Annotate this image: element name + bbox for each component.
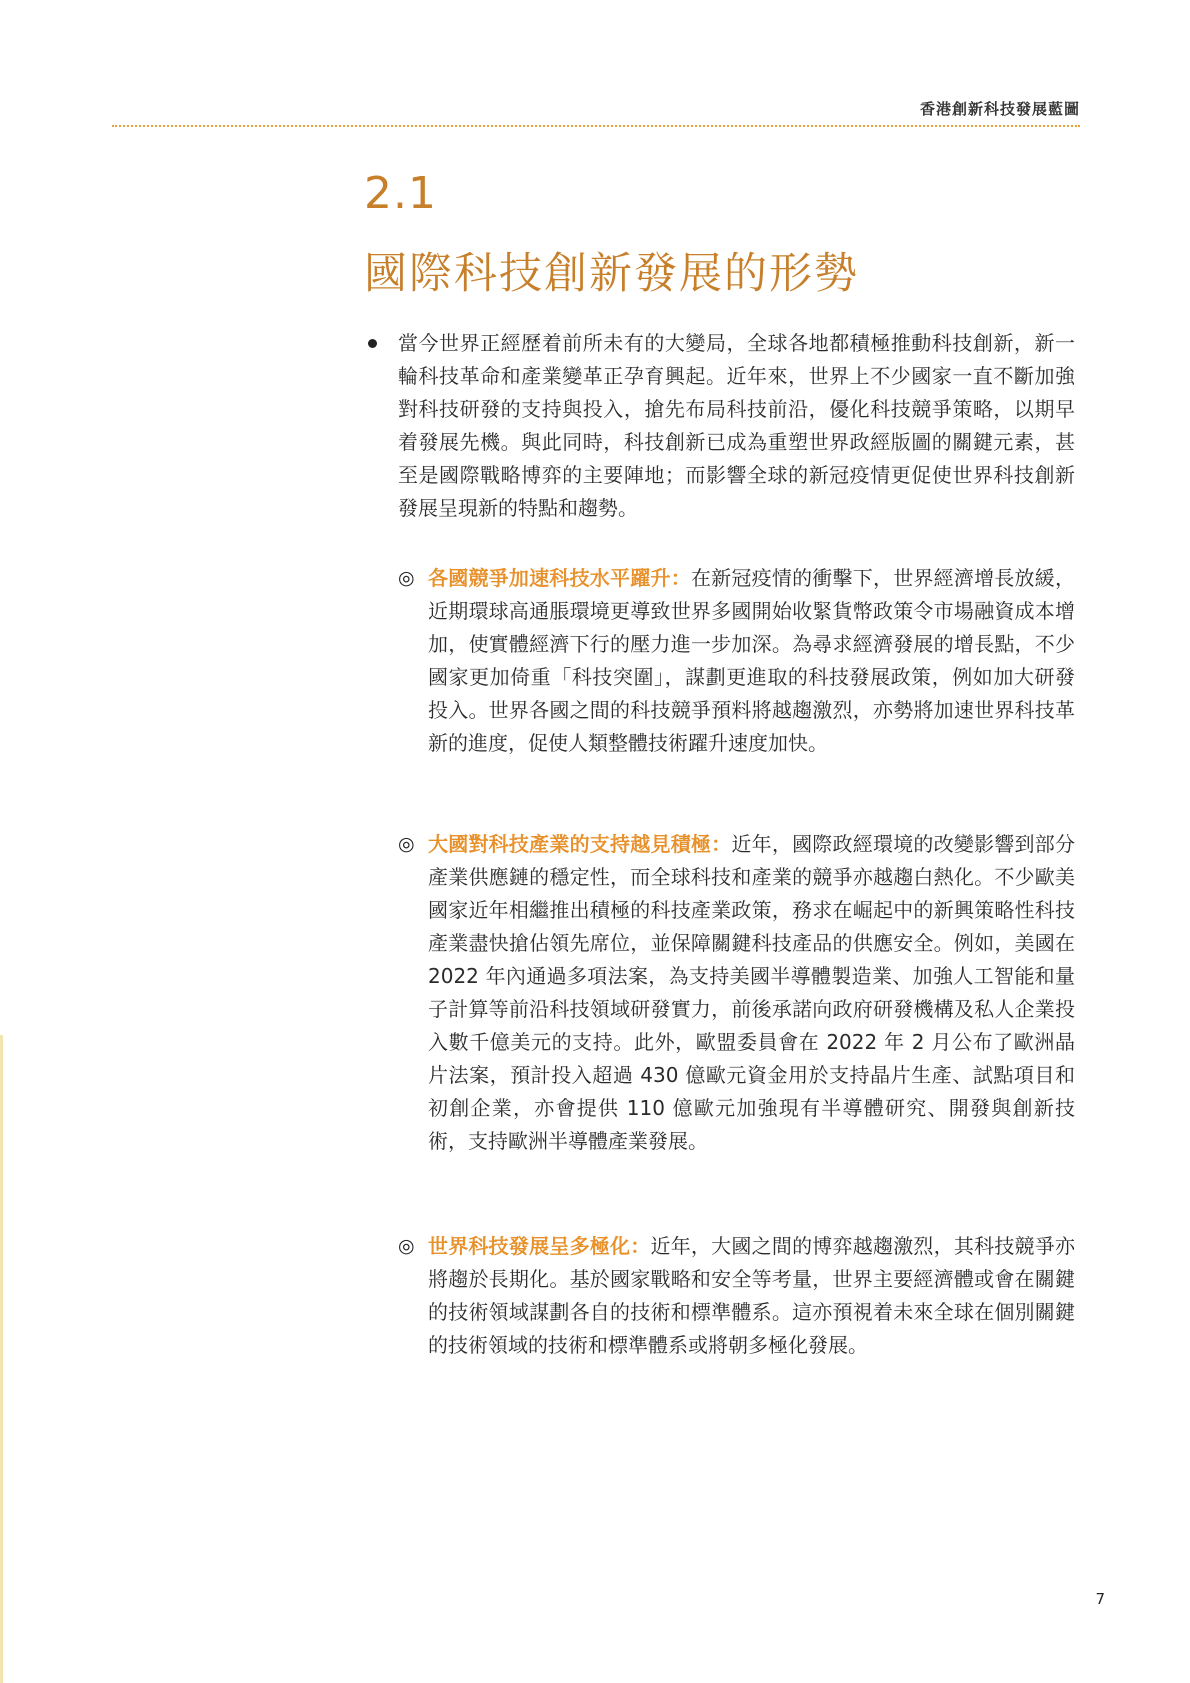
- double-circle-icon: ◎: [398, 1235, 415, 1257]
- section-number: 2.1: [364, 168, 437, 219]
- double-circle-icon: ◎: [398, 567, 415, 589]
- subpoint-heading: 世界科技發展呈多極化：: [428, 1234, 651, 1258]
- subpoint-heading: 大國對科技產業的支持越見積極：: [428, 832, 732, 856]
- subpoint-heading: 各國競爭加速科技水平躍升：: [428, 566, 691, 590]
- page-number: 7: [1095, 1590, 1105, 1608]
- subpoint-body: [428, 562, 1075, 760]
- bullet-dot-icon: [368, 339, 377, 348]
- section-title: 國際科技創新發展的形勢: [364, 249, 859, 299]
- subpoint-industry-support: [398, 828, 1075, 1158]
- subpoint-text: 在新冠疫情的衝擊下，世界經濟增長放緩，近期環球高通脹環境更導致世界多國開始收緊貨幣政策令市場融資成本增加，使實體經濟下行的壓力進一步加深。為尋求經濟發展的增長點，不少國家更加倚重「科技突圍」，謀劃更進取的科技發展政策，例如加大研發投入。世界各國之間的科技競爭預料將越趨激烈，亦勢將加速世界科技革新的進度，促使人類整體技術躍升速度加快。: [428, 566, 1076, 755]
- subpoint-tech-competition: [398, 562, 1075, 760]
- subpoint-multipolar: [398, 1230, 1075, 1362]
- running-header: 香港創新科技發展藍圖: [919, 100, 1080, 118]
- intro-paragraph: 當今世界正經歷着前所未有的大變局，全球各地都積極推動科技創新，新一輪科技革命和產業變革正孕育興起。近年來，世界上不少國家一直不斷加強對科技研發的支持與投入，搶先布局科技前沿，優化科技競爭策略，以期早着發展先機。與此同時，科技創新已成為重塑世界政經版圖的關鍵元素，甚至是國際戰略博弈的主要陣地；而影響全球的新冠疫情更促使世界科技創新發展呈現新的特點和趨勢。: [398, 331, 1075, 520]
- subpoint-body: [428, 1230, 1075, 1362]
- subpoint-text: 近年，國際政經環境的改變影響到部分產業供應鏈的穩定性，而全球科技和產業的競爭亦越趨白熱化。不少歐美國家近年相繼推出積極的科技產業政策，務求在崛起中的新興策略性科技產業盡快搶佔領先席位，並保障關鍵科技產品的供應安全。例如，美國在 2022 年內通過多項法案，為支持美國半導體製造業、加強人工智能和量子計算等前沿科技領域研發實力，前後承諾向政府研發機構及私人企業投入數千億美元的支持。此外，歐盟委員會在 2022 年 2 月公布了歐洲晶片法案，預計投入超過 430 億歐元資金用於支持晶片生產、試點項目和初創企業，亦會提供 110 億歐元加強現有半導體研究、開發與創新技術，支持歐洲半導體產業發展。: [428, 832, 1076, 1153]
- header-dotted-rule: [112, 125, 1080, 127]
- subpoint-text: 近年，大國之間的博弈越趨激烈，其科技競爭亦將趨於長期化。基於國家戰略和安全等考量，世界主要經濟體或會在關鍵的技術領域謀劃各自的技術和標準體系。這亦預視着未來全球在個別關鍵的技術領域的技術和標準體系或將朝多極化發展。: [428, 1234, 1076, 1357]
- subpoint-body: [428, 828, 1075, 1158]
- page-edge-decoration: [0, 1035, 3, 1683]
- double-circle-icon: ◎: [398, 833, 415, 855]
